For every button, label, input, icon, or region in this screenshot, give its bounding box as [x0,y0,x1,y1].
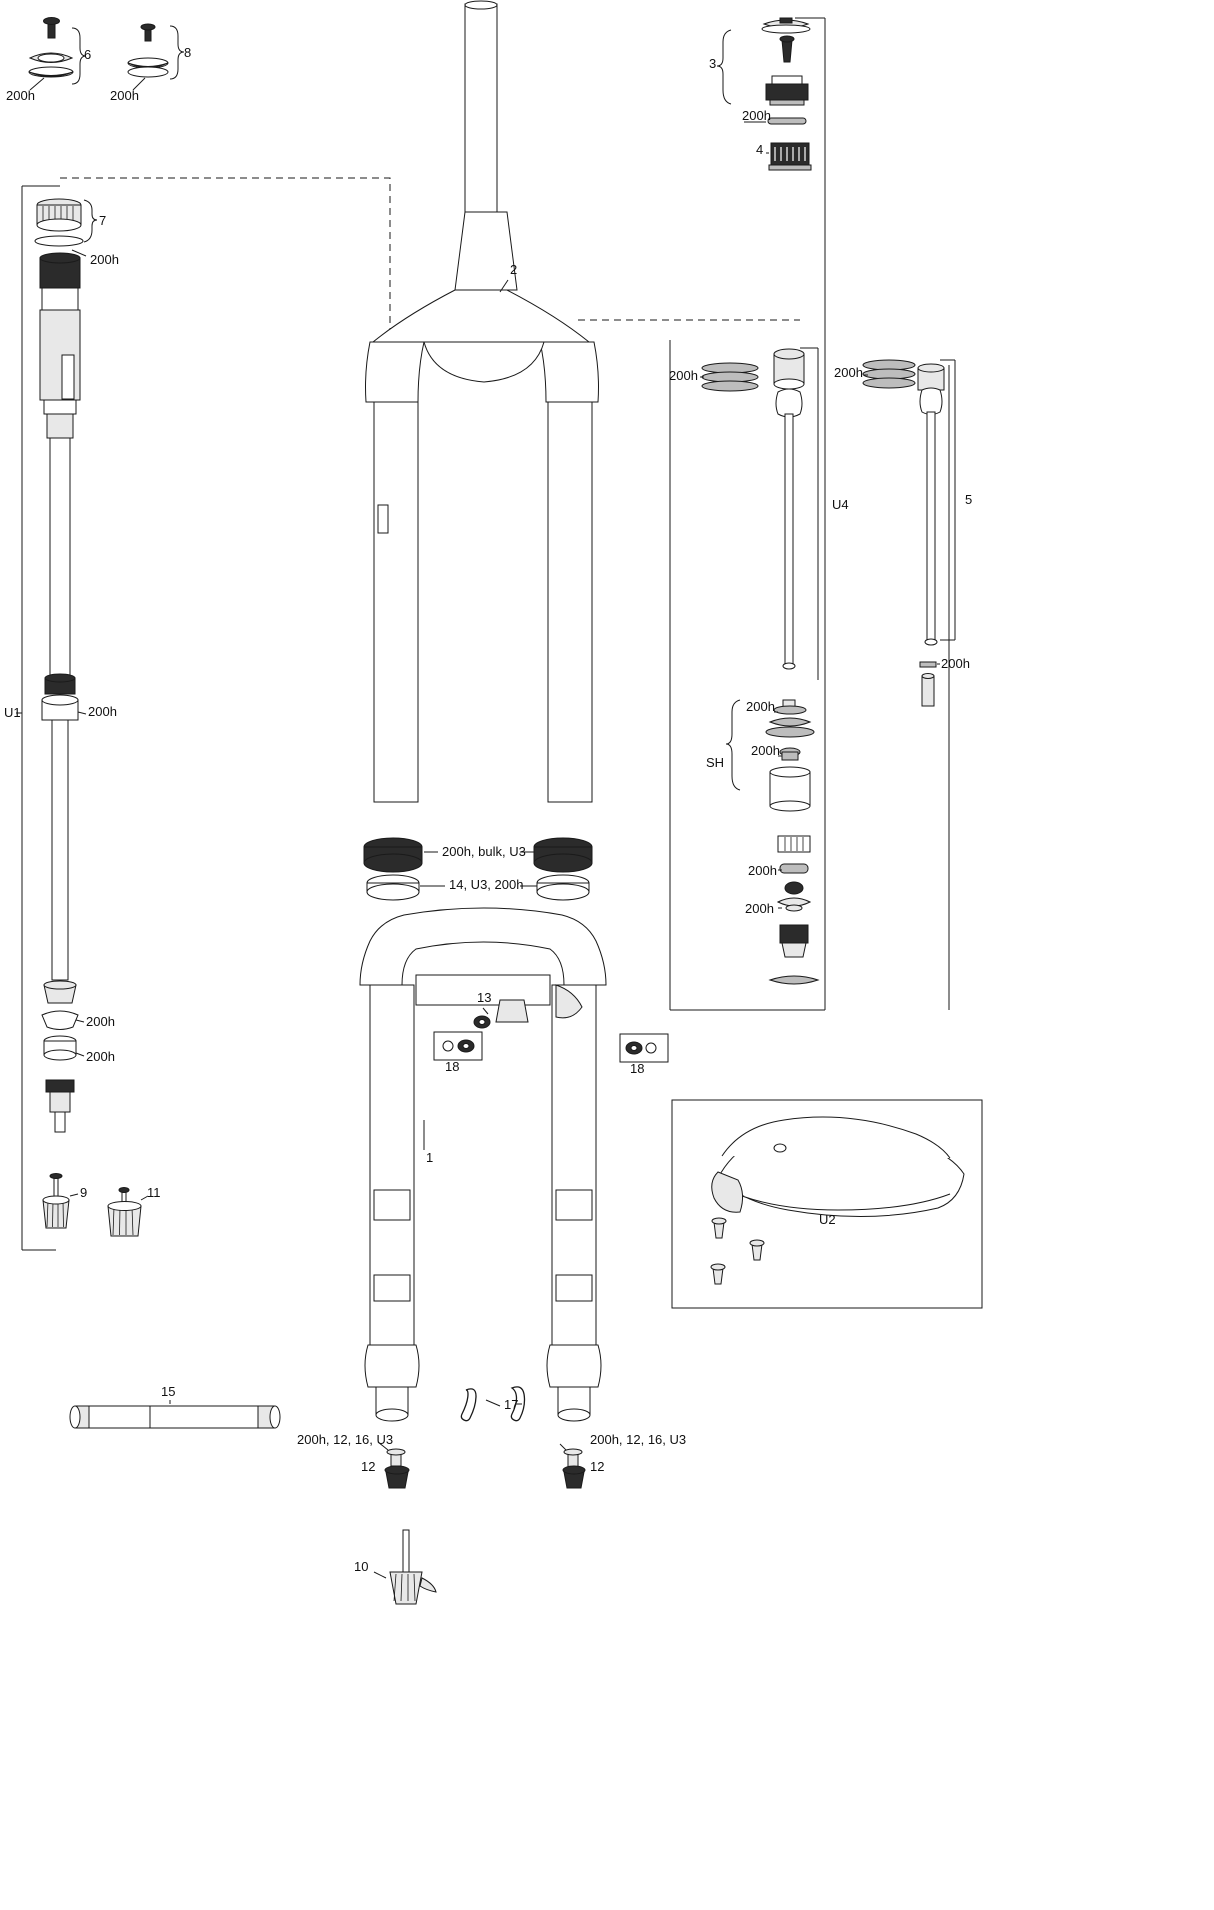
callout-5: 5 [965,492,973,507]
part-group-6 [29,18,73,78]
part-bottom-column-right [770,836,818,984]
callout-10: 10 [354,1559,369,1574]
part-18-right [620,1034,668,1062]
callout-200h-g: 200h [88,704,117,719]
part-12-left [385,1449,409,1488]
callout-200h-c: 200h [742,108,771,123]
part-11 [108,1188,141,1237]
callout-200h-j: 200h [751,743,780,758]
part-group-7 [35,199,83,246]
callout-200h-i: 200h [746,699,775,714]
callout-200h-l: 200h [745,901,774,916]
part-washers-5 [863,360,915,388]
callout-3: 3 [709,56,717,71]
part-u2-fender [711,1117,964,1284]
part-group-8 [128,24,168,77]
callout-12-b: 12 [590,1459,605,1474]
callout-7: 7 [99,213,107,228]
part-10-tool [390,1530,436,1604]
callout-200h-f: 200h [834,365,863,380]
callout-1: 1 [426,1150,434,1165]
callout-9: 9 [80,1185,88,1200]
callout-sh: SH [706,755,725,770]
callout-200h-n: 200h [86,1049,115,1064]
callout-200h-h: 200h [941,656,970,671]
part-18-left [434,1032,482,1060]
callout-2: 2 [510,262,518,277]
callout-200h-12-16-u3-a: 200h, 12, 16, U3 [297,1432,394,1447]
callout-4: 4 [756,142,764,157]
callout-14-u3-200h: 14, U3, 200h [449,877,524,892]
part-15-axle [70,1406,280,1428]
callout-11: 11 [147,1185,161,1200]
part-washers-u4 [702,363,758,391]
part-12-right [563,1449,585,1488]
part-1-lower-leg [360,908,606,1421]
part-u1-stanchion [40,253,80,980]
callout-8: 8 [184,45,192,60]
callout-u2: U2 [819,1212,836,1227]
part-5-damper [918,364,944,645]
callout-6: 6 [84,47,92,62]
part-200h-piece-right [920,662,936,706]
part-group-sh [766,706,814,811]
callout-200h-b: 200h [110,88,139,103]
callout-200h-m: 200h [86,1014,115,1029]
callout-200h-bulk-u3: 200h, bulk, U3 [442,844,526,859]
callout-u1: U1 [4,705,21,720]
callout-18-b: 18 [630,1061,645,1076]
callout-200h-k: 200h [748,863,777,878]
part-group-4 [769,143,811,170]
callout-200h-a: 200h [6,88,35,103]
callout-15: 15 [161,1384,176,1399]
part-2-crown-steerer [366,1,599,802]
callout-200h-12-16-u3-b: 200h, 12, 16, U3 [590,1432,687,1447]
callout-13: 13 [477,990,492,1005]
part-u1-lower [42,981,78,1132]
callout-12-a: 12 [361,1459,376,1474]
part-9 [43,1174,69,1229]
callout-u4: U4 [832,497,849,512]
callout-200h-e: 200h [669,368,698,383]
callout-17: 17 [504,1397,519,1412]
callout-200h-d: 200h [90,252,119,267]
callout-18-a: 18 [445,1059,460,1074]
part-u4-damper [774,349,804,708]
